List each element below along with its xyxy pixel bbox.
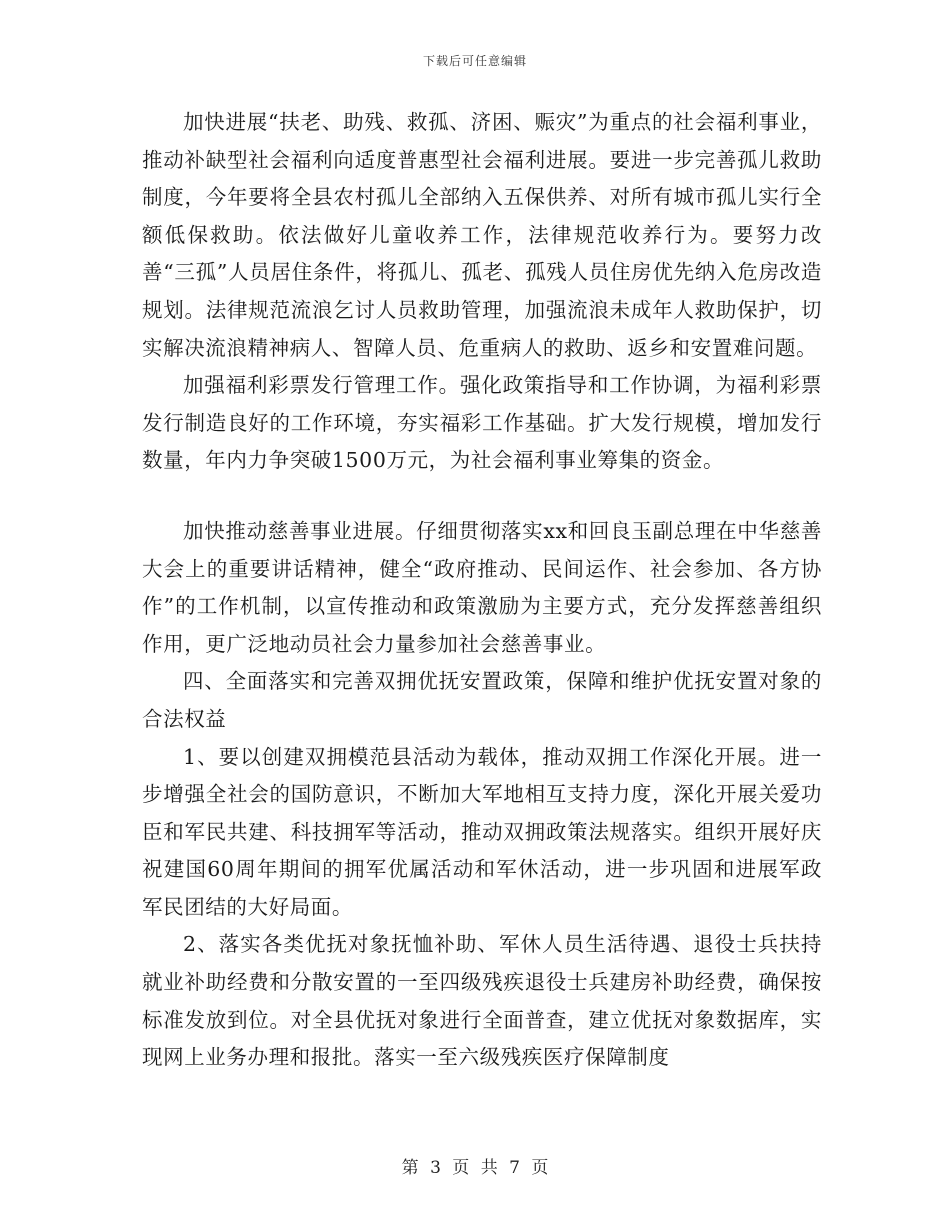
paragraph-welfare-lottery: 加强福利彩票发行管理工作。强化政策指导和工作协调，为福利彩票发行制造良好的工作环境，夯实福彩工作基础。扩大发行规模，增加发行数量，年内力争突破1500万元，为社会福利事业筹集的资金。 [142,373,822,473]
page-header: 下载后可任意编辑 [422,54,527,68]
section-heading-four: 四、全面落实和完善双拥优抚安置政策，保障和维护优抚安置对象的合法权益 [142,669,822,731]
paragraph-charity: 加快推动慈善事业进展。仔细贯彻落实xx和回良玉副总理在中华慈善大会上的重要讲话精神，健全“政府推动、民间运作、社会参加、各方协作”的工作机制，以宣传推动和政策激励为主要方式，充分发挥慈善组织作用，更广泛地动员社会力量参加社会慈善事业。 [142,518,822,656]
paragraph-item-1: 1、要以创建双拥模范县活动为载体，推动双拥工作深化开展。进一步增强全社会的国防意识，不断加大军地相互支持力度，深化开展关爱功臣和军民共建、科技拥军等活动，推动双拥政策法规落实。组织开展好庆祝建国60周年期间的拥军优属活动和军休活动，进一步巩固和进展军政军民团结的大好局面。 [142,744,822,919]
document-body [142,104,822,1077]
paragraph-item-2: 2、落实各类优抚对象抚恤补助、军休人员生活待遇、退役士兵扶持就业补助经费和分散安置的一至四级残疾退役士兵建房补助经费，确保按标准发放到位。对全县优抚对象进行全面普查，建立优抚对象数据库，实现网上业务办理和报批。落实一至六级残疾医疗保障制度 [142,932,822,1070]
page-number: 第 3 页 共 7 页 [401,1158,549,1178]
paragraph-social-welfare: 加快进展“扶老、助残、救孤、济困、赈灾”为重点的社会福利事业，推动补缺型社会福利向适度普惠型社会福利进展。要进一步完善孤儿救助制度，今年要将全县农村孤儿全部纳入五保供养、对所有城市孤儿实行全额低保救助。依法做好儿童收养工作，法律规范收养行为。要努力改善“三孤”人员居住条件，将孤儿、孤老、孤残人员住房优先纳入危房改造规划。法律规范流浪乞讨人员救助管理，加强流浪未成年人救助保护，切实解决流浪精神病人、智障人员、危重病人的救助、返乡和安置难问题。 [142,110,822,360]
